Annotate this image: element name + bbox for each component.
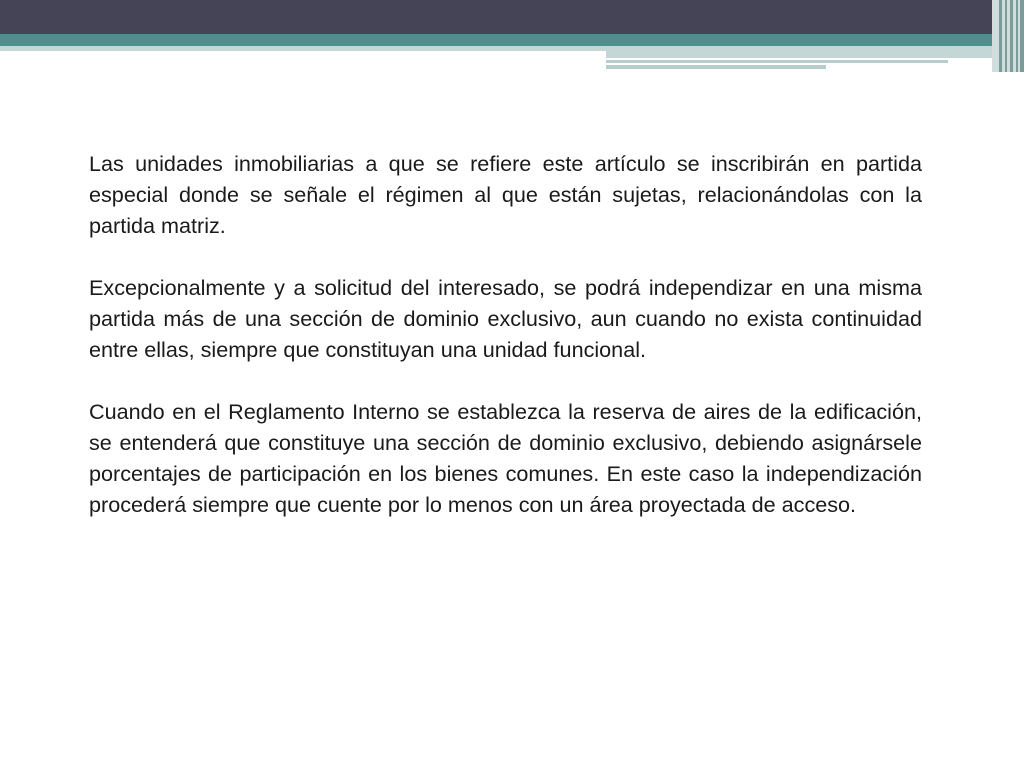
header-dark-band xyxy=(0,0,1024,34)
vertical-stripe xyxy=(1005,0,1007,72)
body-paragraph-3: Cuando en el Reglamento Interno se establezca la reserva de aires de la edificación, se entenderá que constituye una sección de dominio exclusivo, debiendo asignársele porcentajes de participación en los bienes comunes. En este caso la independización procederá siempre que cuente por lo menos con un área proyectada de acceso. xyxy=(89,399,922,517)
body-paragraph-1: Las unidades inmobiliarias a que se refiere este artículo se inscribirán en partida especial donde se señale el régimen al que están sujetas, relacionándolas con la partida matriz. xyxy=(89,151,922,238)
vertical-stripe xyxy=(1016,0,1018,72)
header-teal-band xyxy=(0,34,1024,46)
vertical-stripe xyxy=(999,0,1002,72)
vertical-stripe xyxy=(1020,0,1024,72)
header-accent-line-short xyxy=(606,65,826,69)
slide-body xyxy=(89,148,922,551)
header-light-band-left xyxy=(0,46,606,51)
vertical-stripe xyxy=(1010,0,1013,72)
header-light-band-right xyxy=(606,46,1002,58)
header-vertical-stripes xyxy=(992,0,1024,72)
body-paragraph-2: Excepcionalmente y a solicitud del interesado, se podrá independizar en una misma partida más de una sección de dominio exclusivo, aun cuando no exista continuidad entre ellas, siempre que constituyan una unidad funcional. xyxy=(89,275,922,362)
header-accent-line xyxy=(606,60,948,63)
